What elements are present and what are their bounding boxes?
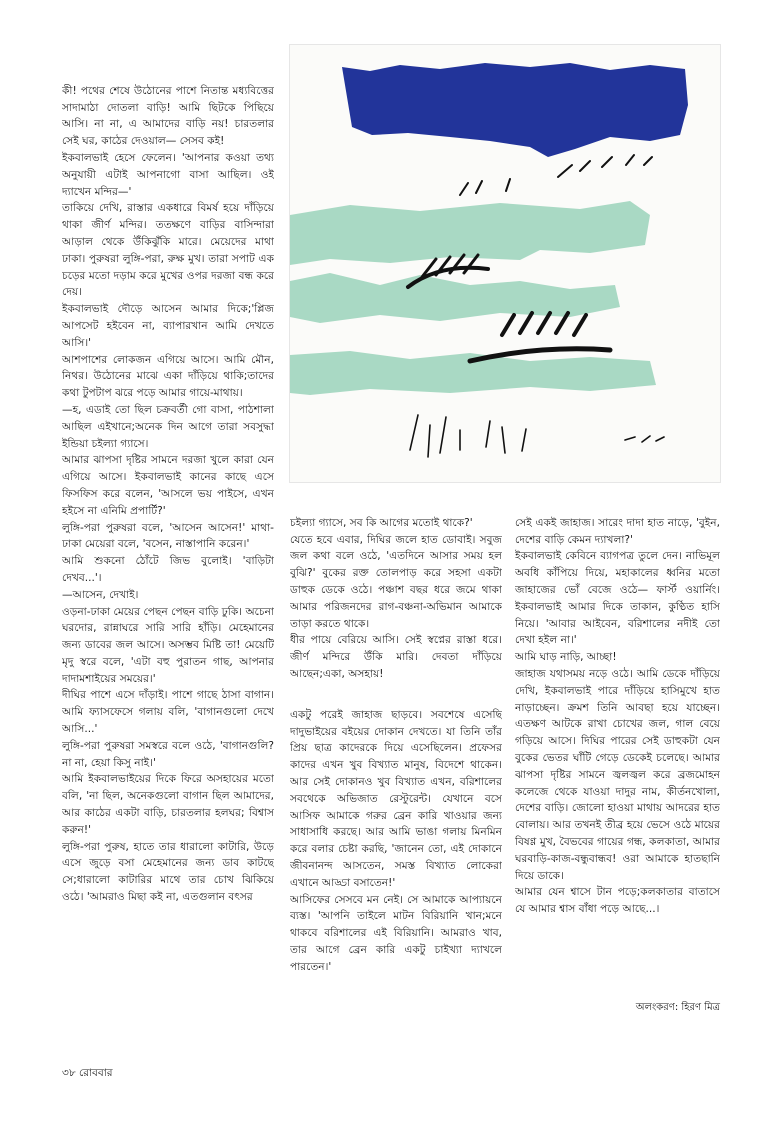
body-text: চইল্যা গ্যাসে, সব কি আগের মতোই থাকে?' যেতে হবে এবার, দিঘির জলে হাত ডোবাই। সবুজ জল কথা বলে ওঠে, 'এতদিনে আসার সময় হল বুঝি?' বুকের রক্ত তোলপাড় করে সহসা একটা ডাহুক ডেকে ওঠে। পঞ্চাশ বছর ধরে জমে থাকা আমার পরিজনদের রাগ-বঞ্চনা-অভিমান আমাকে তাড়া করতে থাকে। ধীর পায়ে বেরিয়ে আসি। সেই স্বপ্নের রাস্তা ধরে। জীর্ণ মন্দিরে উঁকি মারি। দেবতা দাঁড়িয়ে আছেন;একা, অসহায়! [290, 516, 502, 680]
article-column-2-bottom [290, 690, 502, 1040]
body-text: সেই একই জাহাজ। সারেং দাদা হাত নাড়ে, 'বুইন, দেশের বাড়ি কেমন দ্যাখলা?' ইকবালভাই কেবিনে ব্যাগপত্র তুলে দেন। নাভিমূল অবধি কাঁপিয়ে দিয়ে, মহাকালের ধ্বনির মতো জাহাজের ভোঁ বেজে ওঠে— ফার্স্ট ওয়ার্নিং। ইকবালভাই আমার দিকে তাকান, কুণ্ঠিত হাসি নিয়ে। 'আবার আইবেন, বরিশালের নদীই তো দেখা হইল না।' আমি ঘাড় নাড়ি, আচ্ছা! জাহাজ যথাসময় নড়ে ওঠে। আমি ডেকে দাঁড়িয়ে দেখি, ইকবালভাই পারে দাঁড়িয়ে হাসিমুখে হাত নাড়াচ্ছেন। ক্রমশ তিনি আবছা হয়ে যাচ্ছেন। এতক্ষণ আটকে রাখা চোখের জল, গাল বেয়ে গড়িয়ে আসে। দিঘির পারের সেই ডাহুকটা যেন বুকের ভেতর ঘাঁটি গেড়ে ডেকেই চলেছে। আমার ঝাপসা দৃষ্টির সামনে জ্বলজ্বল করে ব্রজমোহন কলেজে থেকে যাওয়া দাদুর নাম, কীর্তনখোলা, দেশের বাড়ি। জোলো হাওয়া মাথায় আদরের হাত বোলায়। আর তখনই তীব্র হয়ে ভেসে ওঠে মায়ের বিষণ্ণ মুখ, বৈভবের গায়ের গন্ধ, কলকাতা, আমার ঘরবাড়ি-কাজ-বন্ধুবান্ধব! ওরা আমাকে হাতছানি দিয়ে ডাকে। আমার যেন শ্বাসে টান পড়ে;কলকাতার বাতাসে যে আমার শ্বাস বাঁধা পড়ে আছে...। [515, 516, 720, 916]
abstract-painting [290, 45, 720, 482]
article-column-2-top [290, 498, 502, 681]
illustration-credit: অলংকরণ: হিরণ মিত্র [635, 1002, 720, 1013]
body-text: কী! পথের শেষে উঠোনের পাশে নিতান্ত মধ্যবিত্তের সাদামাঠা দোতলা বাড়ি! আমি ছিটকে পিছিয়ে আসি। না না, এ আমাদের বাড়ি নয়! চারতলার সেই ঘর, কাঠের দেওয়াল— সেসব কই! ইকবালভাই হেসে ফেলেন। 'আপনার কওয়া তথ্য অনুযায়ী এটাই আপনাগো বাসা আছিল। ওই দ্যাখেন মন্দির—' তাকিয়ে দেখি, রাস্তার একধারে বিমর্ষ হয়ে দাঁড়িয়ে থাকা জীর্ণ মন্দির। ততক্ষণে বাড়ির বাসিন্দারা আড়াল থেকে উঁকিঝুঁকি মারে। মেয়েদের মাথা ঢাকা। পুরুষরা লুঙ্গি-পরা, রুক্ষ মুখ। তারা সপাট এক চড়ের মতো দড়াম করে মুখের ওপর দরজা বন্ধ করে দেয়। ইকবালভাই দৌড়ে আসেন আমার দিকে;'প্লিজ আপসেট হইবেন না, ব্যাপারখান আমি দেখতে আসি।' আশপাশের লোকজন এগিয়ে আসে। আমি মৌন, নিথর। উঠোনের মাঝে একা দাঁড়িয়ে থাকি;তাদের কথা টুপটাপ ঝরে পড়ে আমার গায়ে-মাথায়। —হ, এডাই তো ছিল চক্রবর্তী গো বাসা, পাঠশালা আছিল এইখানে;অনেক দিন আগে তারা সবসুদ্ধা ইন্ডিয়া চইল্যা গ্যাসে। আমার ঝাপসা দৃষ্টির সামনে দরজা খুলে কারা যেন এগিয়ে আসে। ইকবালভাই কানের কাছে এসে ফিসফিস করে বলেন, 'আসলে ভয় পাইসে, এখন হইসে না এনিমি প্রপার্টি?' লুঙ্গি-পরা পুরুষরা বলে, 'আসেন আসেন!' মাথা-ঢাকা মেয়েরা বলে, 'বসেন, নাস্তাপানি করেন।' আমি শুকনো ঠোঁটে জিভ বুলোই। 'বাড়িটা দেখব...'। —আসেন, দেখাই। ওড়না-ঢাকা মেয়ের পেছন পেছন বাড়ি ঢুকি। অচেনা ঘরদোর, রান্নাঘরে সারি সারি হাঁড়ি। মেহেমানের জন্য ডাবের জল আসে। অসম্ভব মিষ্টি তা! মেয়েটি মৃদু স্বরে বলে, 'এটা বহু পুরাতন গাছ, আপনার দাদামশাইয়ের সময়ের।' দীঘির পাশে এসে দাঁড়াই। পাশে গাছে ঠাসা বাগান। আমি ফ্যাসফেসে গলায় বলি, 'বাগানগুলো দেখে আসি...' লুঙ্গি-পরা পুরুষরা সমস্বরে বলে ওঠে, 'বাগানগুলি? না না, হেয়া কিসু নাই।' আমি ইকবালভাইয়ের দিকে ফিরে অসহায়ের মতো বলি, 'না ছিল, অনেকগুলো বাগান ছিল আমাদের, আর কাঠের একটা বাড়ি, চারতলার হলঘর; বিশ্বাস করুন!' লুঙ্গি-পরা পুরুষ, হাতে তার ধারালো কাটারি, উড়ে এসে জুড়ে বসা মেহেমানের জন্য ডাব কাটছে সে;ধারালো কাটারির মাথে তার চোখ ঝিকিয়ে ওঠে। 'আমরাও মিছা কই না, এতগুলান বৎসর [62, 84, 274, 904]
article-column-3 [515, 498, 720, 988]
article-column-1 [62, 66, 274, 1044]
illustration [289, 44, 721, 483]
page-folio: ৩৮ রোববার [62, 1067, 113, 1079]
body-text: একটু পরেই জাহাজ ছাড়বে। সবশেষে এসেছি দাদুভাইয়ের বইয়ের দোকান দেখতে। যা তিনি তাঁর প্রিয় ছাত্র কাদেরকে দিয়ে এসেছিলেন। প্রফেসর কাদের এখন খুব বিখ্যাত মানুষ, বিদেশে থাকেন। আর সেই দোকানও খুব বিখ্যাত এখন, বরিশালের সবথেকে অভিজাত রেস্টুরেন্ট। যেখানে বসে আসিফ আমাকে গরুর ব্রেন কারি খাওয়ার জন্য সাধাসাধি করছে। আর আমি ভাঙা গলায় মিনমিন করে বলার চেষ্টা করছি, 'জানেন তো, এই দোকানে জীবনানন্দ আসতেন, সমস্ত বিখ্যাত লোকেরা এখানে আড্ডা বসাতেন!' আসিফের সেসবে মন নেই। সে আমাকে আপ্যায়নে ব্যস্ত। 'আপনি তাইলে মাটন বিরিয়ানি খান;মনে থাকবে বরিশালের এই বিরিয়ানি। আমরাও খাব, তার আগে ব্রেন কারি একটু চাইখ্যা দ্যাখলে পারতেন।' [290, 708, 502, 973]
